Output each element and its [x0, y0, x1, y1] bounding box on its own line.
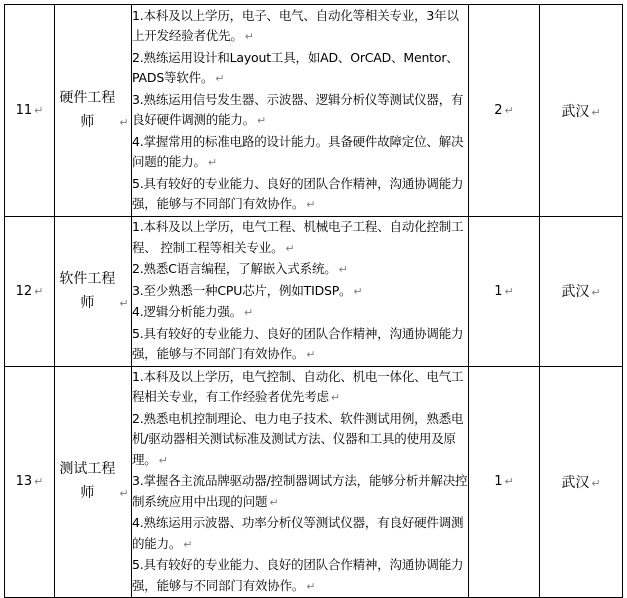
requirement-item: 1.本科及以上学历，电子、电气、自动化等相关专业，3年以上开发经验者优先。 ↵	[132, 7, 459, 43]
requirements-cell	[132, 5, 469, 217]
row-number-cell: 11 ↵	[5, 5, 55, 217]
paragraph-mark: ↵	[34, 475, 44, 489]
job-title-cell: 测试工程师 ↵	[55, 366, 132, 598]
requirement-item: 3.熟练运用信号发生器、示波器、逻辑分析仪等测试仪器，有良好硬件调测的能力。 ↵	[132, 91, 464, 127]
headcount-cell: 2 ↵	[469, 5, 540, 217]
paragraph-mark: ↵	[119, 487, 129, 501]
paragraph-mark: ↵	[34, 104, 44, 117]
requirement-item: 5.具有较好的专业能力、良好的团队合作精神，沟通协调能力强，能够与不同部门有效协作。 ↵	[132, 557, 464, 593]
requirement-item: 5.具有较好的专业能力、良好的团队合作精神，沟通协调能力强，能够与不同部门有效协作。 ↵	[132, 325, 464, 361]
requirement-item: 2.熟练运用设计和Layout工具，如AD、OrCAD、Mentor、PADS等软件。 ↵	[132, 49, 459, 85]
requirement-item: 3.至少熟悉一种CPU芯片，例如TIDSP。 ↵	[132, 282, 363, 298]
paragraph-mark: ↵	[119, 296, 129, 310]
requirement-item: 4.逻辑分析能力强。 ↵	[132, 304, 253, 319]
job-requirements-table	[4, 4, 623, 598]
headcount-cell: 1 ↵	[469, 217, 540, 367]
requirement-item: 5.具有较好的专业能力、良好的团队合作精神，沟通协调能力强，能够与不同部门有效协作。 ↵	[132, 175, 464, 211]
table-row	[5, 217, 623, 367]
paragraph-mark: ↵	[119, 116, 129, 129]
requirement-item: 1.本科及以上学历，电气工程、机械电子工程、自动化控制工程、 控制工程等相关专业。 ↵	[132, 219, 464, 255]
table-row	[5, 366, 623, 598]
requirement-item: 2.熟悉C语言编程，了解嵌入式系统。 ↵	[132, 261, 348, 276]
job-title-cell: 硬件工程师 ↵	[55, 5, 132, 217]
paragraph-mark: ↵	[591, 476, 601, 490]
location-cell: 武汉 ↵	[540, 366, 623, 598]
paragraph-mark: ↵	[504, 284, 514, 298]
requirements-cell	[132, 366, 469, 598]
headcount-cell: 1 ↵	[469, 366, 540, 598]
location-cell: 武汉 ↵	[540, 5, 623, 217]
paragraph-mark: ↵	[504, 475, 514, 489]
row-number-cell: 12 ↵	[5, 217, 55, 367]
requirement-item: 4.熟练运用示波器、功率分析仪等测试仪器，有良好硬件调测的能力。 ↵	[132, 515, 464, 551]
paragraph-mark: ↵	[591, 286, 601, 300]
requirement-item: 3.掌握各主流品牌驱动器/控制器调试方法，能够分析并解决控制系统应用中出现的问题 ↵	[132, 473, 468, 509]
paragraph-mark: ↵	[504, 104, 514, 117]
location-cell: 武汉 ↵	[540, 217, 623, 367]
requirement-item: 2.熟悉电机控制理论、电力电子技术、软件测试用例，熟悉电机/驱动器相关测试标准及测试方法、仪器和工具的使用及原理。 ↵	[132, 410, 464, 467]
row-number-cell: 13 ↵	[5, 366, 55, 598]
paragraph-mark: ↵	[34, 284, 44, 298]
requirements-cell	[132, 217, 469, 367]
job-title-cell: 软件工程师 ↵	[55, 217, 132, 367]
paragraph-mark: ↵	[591, 105, 601, 119]
table-row	[5, 5, 623, 217]
requirement-item: 4.掌握常用的标准电路的设计能力。具备硬件故障定位、解决问题的能力。 ↵	[132, 133, 464, 169]
requirement-item: 1.本科及以上学历，电气控制、自动化、机电一体化、电气工程相关专业，有工作经验者优先考虑 ↵	[132, 368, 464, 404]
